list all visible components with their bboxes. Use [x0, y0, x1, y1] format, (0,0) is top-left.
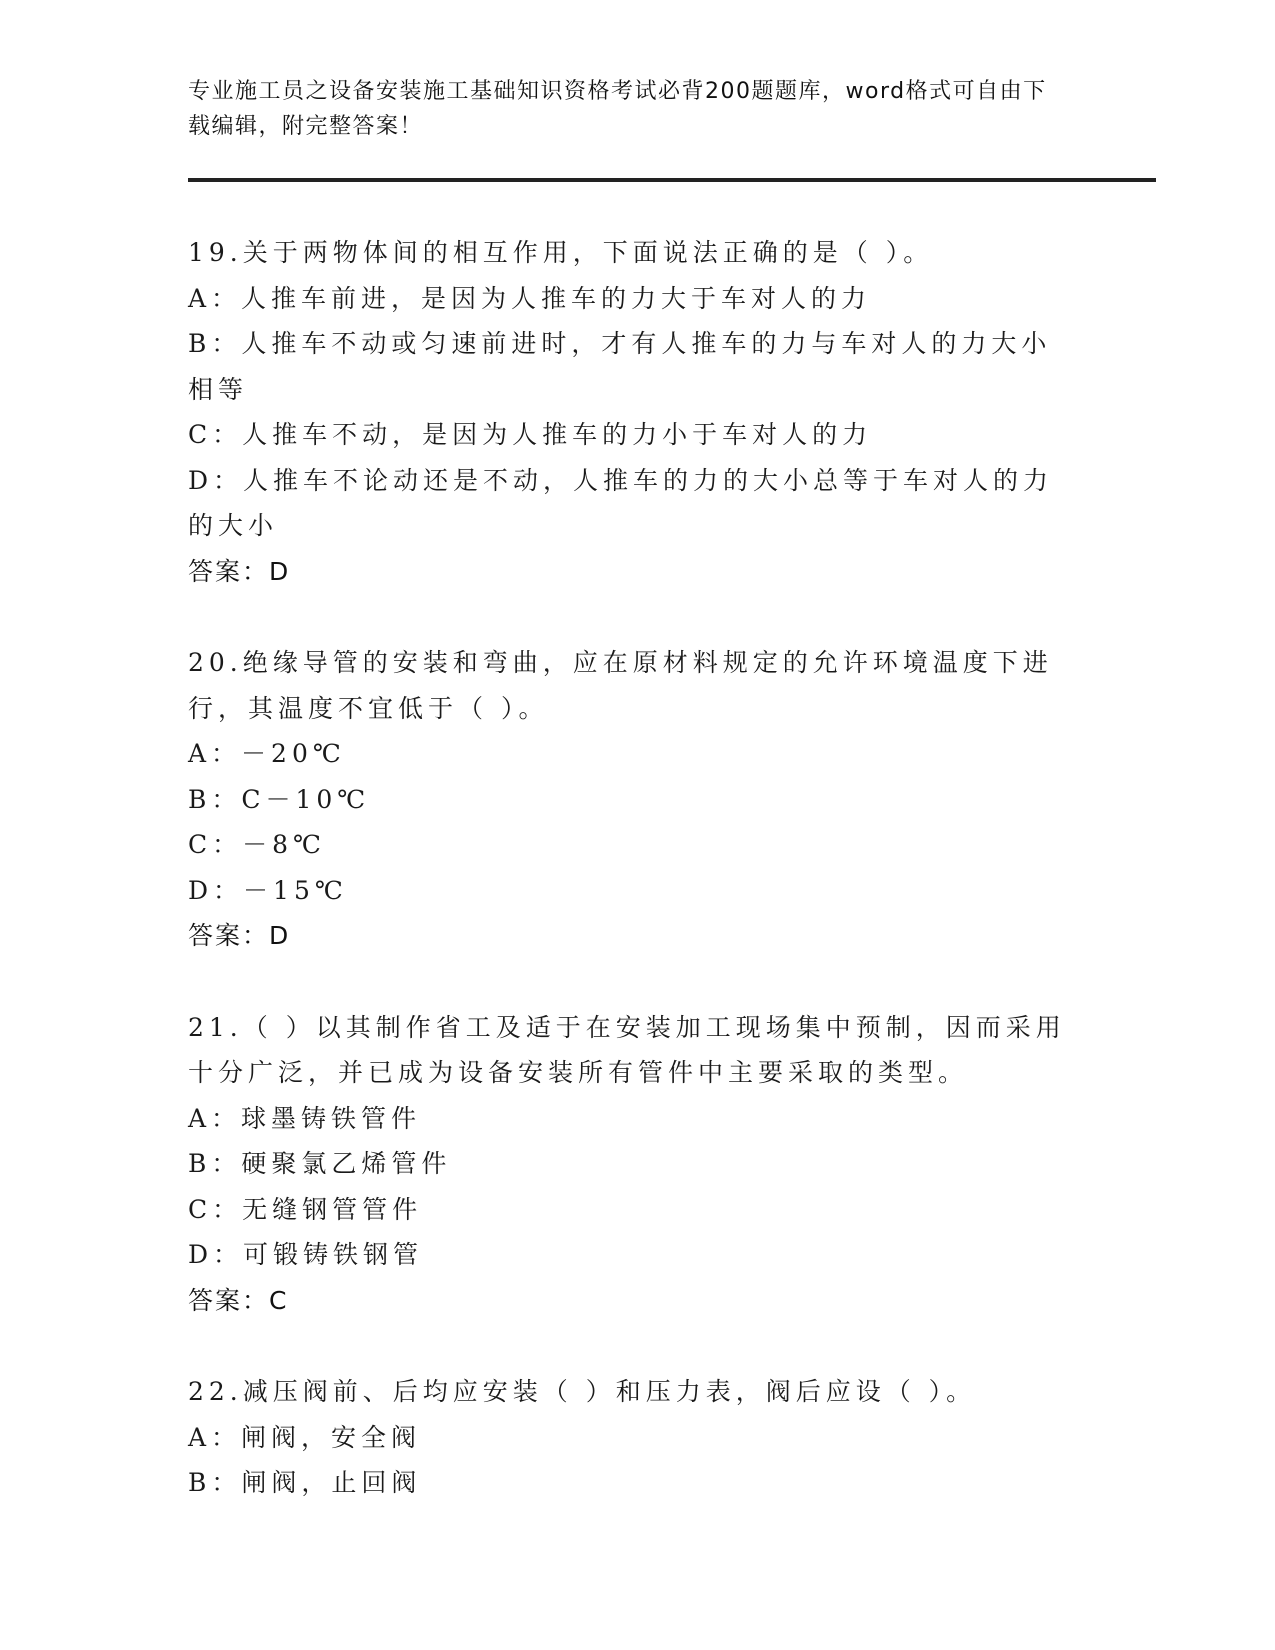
answer-label: 答案：D: [188, 556, 291, 586]
question-22: [188, 1369, 1068, 1506]
answer-label: 答案：C: [188, 1285, 289, 1315]
header-double-rule: [188, 178, 1156, 182]
option-a: A：－20℃: [188, 739, 346, 768]
question-19: [188, 230, 1068, 594]
question-list: [188, 230, 1068, 1552]
option-b: B：硬聚氯乙烯管件: [188, 1149, 452, 1178]
option-c: C：无缝钢管管件: [188, 1194, 423, 1224]
option-d: D：人推车不论动还是不动，人推车的力的大小总等于车对人的力的大小: [188, 465, 1054, 540]
option-d: D：可锻铸铁钢管: [188, 1240, 424, 1269]
question-stem: 19.关于两物体间的相互作用，下面说法正确的是（ ）。: [188, 238, 934, 267]
option-b: B：闸阀，止回阀: [188, 1468, 422, 1497]
answer-label: 答案：D: [188, 921, 291, 950]
option-b: B：C－10℃: [188, 784, 371, 814]
question-stem: 22.减压阀前、后均应安装（ ）和压力表，阀后应设（ ）。: [188, 1377, 977, 1406]
question-21: [188, 1005, 1068, 1324]
option-a: A：闸阀，安全阀: [188, 1422, 422, 1452]
question-stem: 20.绝缘导管的安装和弯曲，应在原材料规定的允许环境温度下进行，其温度不宜低于（ ）。: [188, 648, 1053, 723]
question-20: [188, 640, 1068, 959]
question-stem: 21.（ ）以其制作省工及适于在安装加工现场集中预制，因而采用十分广泛，并已成为设备安装所有管件中主要采取的类型。: [188, 1012, 1066, 1087]
option-a: A：人推车前进，是因为人推车的力大于车对人的力: [188, 283, 872, 313]
option-a: A：球墨铸铁管件: [188, 1103, 422, 1133]
option-c: C：人推车不动，是因为人推车的力小于车对人的力: [188, 420, 873, 449]
option-c: C：－8℃: [188, 830, 327, 859]
option-b: B：人推车不动或匀速前进时，才有人推车的力与车对人的力大小相等: [188, 329, 1052, 404]
option-d: D：－15℃: [188, 875, 348, 905]
page-header-title: 专业施工员之设备安装施工基础知识资格考试必背200题题库，word格式可自由下载编辑，附完整答案！: [188, 79, 1047, 139]
